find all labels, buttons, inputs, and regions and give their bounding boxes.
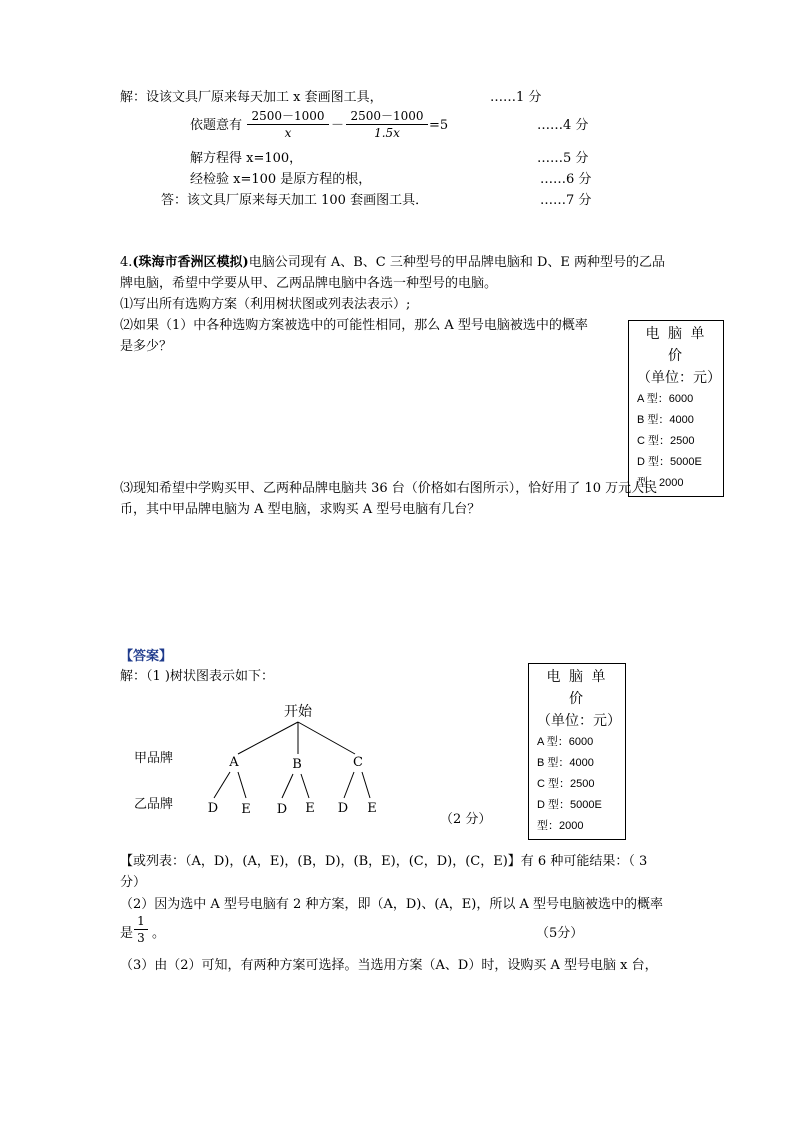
tree-root: 开始 [284, 704, 312, 720]
price-item-e: 型：2000 [637, 477, 684, 489]
tree-leaf-a-e: E [241, 802, 251, 817]
solution-score-2: ……4 分 [537, 118, 589, 133]
price-item-a: A 型：6000 [637, 393, 694, 405]
tree-score: （2 分） [440, 812, 492, 827]
tree-edge-b-e [301, 774, 309, 798]
fraction-2-numerator: 2500－1000 [350, 109, 424, 123]
tree-node-a: A [229, 755, 239, 770]
equals-five: =5 [429, 118, 449, 133]
answer-part-2-line-1: （2）因为选中 A 型号电脑有 2 种方案，即（A，D)、(A，E)，所以 A 型号电脑被选中的概率 [120, 897, 664, 912]
solution-score-5: ……7 分 [540, 193, 592, 208]
price-box-answer-unit: （单位：元） [537, 713, 621, 729]
tree-leaf-b-e: E [305, 801, 315, 816]
price-answer-item-b: B 型：4000 [537, 757, 594, 769]
price-box-answer-header: 电 脑 单 价 [546, 669, 608, 707]
price-item-b: B 型：4000 [637, 414, 694, 426]
price-answer-item-d: D 型：5000E [537, 799, 602, 811]
solution-line-3: 解方程得 x=100， [190, 151, 303, 166]
solution-line-5: 答：该文具厂原来每天加工 100 套画图工具． [161, 193, 429, 208]
tree-leaf-c-d: D [337, 801, 349, 816]
question-part-3-line-1: ⑶现知希望中学购买甲、乙两种品牌电脑共 36 台（价格如右图所示），恰好用了 10 万元人民 [120, 481, 658, 496]
tree-diagram [120, 690, 520, 830]
price-box-answer [528, 663, 626, 840]
tree-edge-root-a [238, 722, 298, 754]
answer-part-2-score: （5分） [536, 926, 584, 941]
tree-edge-c-d [344, 772, 354, 798]
solution-line-4: 经检验 x=100 是原方程的根， [190, 172, 372, 187]
solution-line-2-prefix: 依题意有 [190, 118, 243, 133]
tree-node-b: B [292, 757, 302, 772]
question-stem-line-2: 牌电脑，希望中学要从甲、乙两品牌电脑中各选一种型号的电脑。 [120, 276, 498, 291]
solution-score-4: ……6 分 [540, 172, 592, 187]
tree-leaf-a-d: D [207, 801, 219, 816]
question-source: (珠海市香洲区模拟) [132, 255, 249, 270]
price-answer-item-e: 型：2000 [537, 820, 584, 832]
solution-line-1: 解：设该文具厂原来每天加工 x 套画图工具， [120, 90, 383, 105]
answer-part-2-suffix: 。 [152, 926, 166, 941]
tree-node-c: C [353, 755, 363, 770]
probability-fraction [134, 913, 148, 946]
price-item-d: D 型：5000E [637, 456, 702, 468]
tree-edge-a-e [238, 772, 246, 798]
probability-numerator: 1 [137, 914, 145, 928]
price-answer-item-a: A 型：6000 [537, 736, 594, 748]
question-number: 4. [120, 255, 133, 270]
price-answer-item-c: C 型：2500 [537, 778, 595, 790]
tree-edge-c-e [362, 772, 370, 798]
tree-label-brand-2: 乙品牌 [134, 797, 174, 812]
question-part-2-line-2: 是多少？ [120, 339, 173, 354]
tree-leaf-c-e: E [367, 801, 377, 816]
answer-part-2-prefix: 是 [120, 926, 134, 941]
price-box-unit: （单位：元） [637, 370, 721, 386]
question-part-2-line-1: ⑵如果（1）中各种选购方案被选中的可能性相同，那么 A 型号电脑被选中的概率 [120, 318, 588, 333]
question-part-1: ⑴写出所有选购方案（利用树状图或列表法表示）; [120, 297, 411, 312]
fraction-1-numerator: 2500－1000 [251, 109, 325, 123]
answer-or-list: 【或列表：（A，D)，(A，E)，(B，D)，(B，E)，(C，D)，(C，E)】有 6 种可能结果：（ 3 [120, 854, 648, 869]
minus-sign: － [331, 118, 345, 133]
tree-edge-a-d [214, 772, 230, 798]
answer-or-list-cont: 分） [120, 875, 147, 890]
fraction-1-denominator: x [284, 126, 292, 140]
answer-title: 【答案】 [120, 649, 173, 664]
question-part-3-line-2: 币，其中甲品牌电脑为 A 型电脑，求购买 A 型号电脑有几台？ [120, 502, 481, 517]
answer-part-3-line-1: （3）由（2）可知，有两种方案可选择。当选用方案（A、D）时，设购买 A 型号电脑 x 台， [120, 958, 658, 973]
fraction-1 [247, 108, 329, 141]
question-stem-line-1 [120, 254, 665, 272]
solution-score-1: ……1 分 [490, 90, 542, 105]
tree-label-brand-1: 甲品牌 [134, 751, 174, 766]
fraction-2-denominator: 1.5x [374, 126, 400, 140]
tree-leaf-b-d: D [276, 802, 288, 817]
probability-denominator: 3 [137, 931, 145, 945]
answer-intro: 解：（1 )树状图表示如下： [120, 669, 274, 684]
fraction-2 [346, 108, 428, 141]
question-stem-text: 电脑公司现有 A、B、C 三种型号的甲品牌电脑和 D、E 两种型号的乙品 [248, 255, 666, 270]
tree-edge-b-d [282, 774, 293, 798]
price-item-c: C 型：2500 [637, 435, 695, 447]
solution-score-3: ……5 分 [537, 151, 589, 166]
tree-edge-root-c [298, 722, 355, 754]
price-box-header: 电 脑 单 价 [645, 326, 707, 364]
price-box-question [628, 320, 724, 497]
